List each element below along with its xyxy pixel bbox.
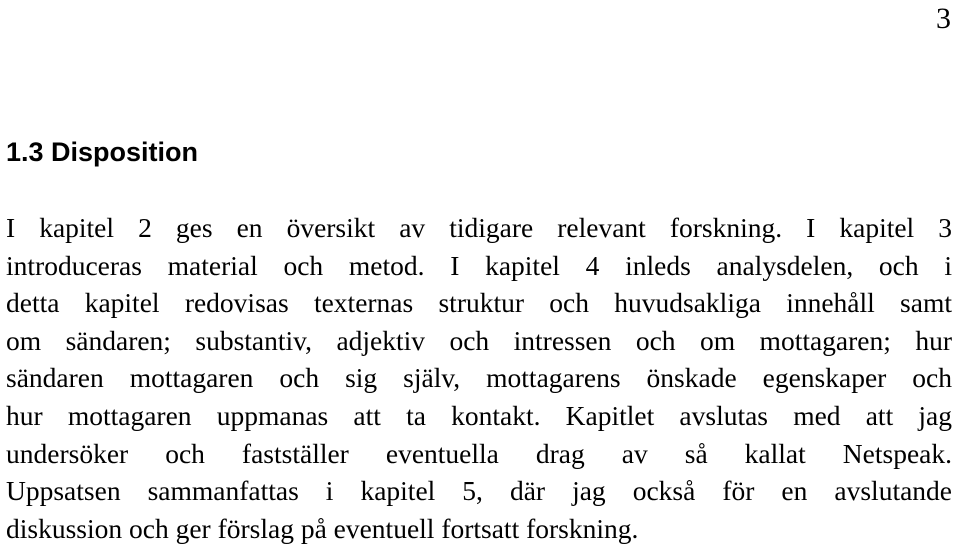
text-line: hur mottagaren uppmanas att ta kontakt. Kapitlet avslutas med att jag <box>6 399 952 431</box>
page-number: 3 <box>936 2 951 35</box>
text-line: Uppsatsen sammanfattas i kapitel 5, där jag också för en avslutande <box>6 475 952 507</box>
text-line: detta kapitel redovisas texternas struktur och huvudsakliga innehåll samt <box>6 287 952 319</box>
text-line: undersöker och fastställer eventuella drag av så kallat Netspeak. <box>6 437 952 469</box>
text-line: om sändaren; substantiv, adjektiv och intressen och om mottagaren; hur <box>6 324 952 356</box>
text-line-last: diskussion och ger förslag på eventuell fortsatt forskning. <box>6 512 639 544</box>
body-paragraph <box>6 209 952 547</box>
section-heading: 1.3 Disposition <box>6 137 199 167</box>
text-line: sändaren mottagaren och sig själv, mottagarens önskade egenskaper och <box>6 362 952 394</box>
text-line: I kapitel 2 ges en översikt av tidigare relevant forskning. I kapitel 3 <box>6 212 952 243</box>
text-line: introduceras material och metod. I kapitel 4 inleds analysdelen, och i <box>6 249 952 281</box>
